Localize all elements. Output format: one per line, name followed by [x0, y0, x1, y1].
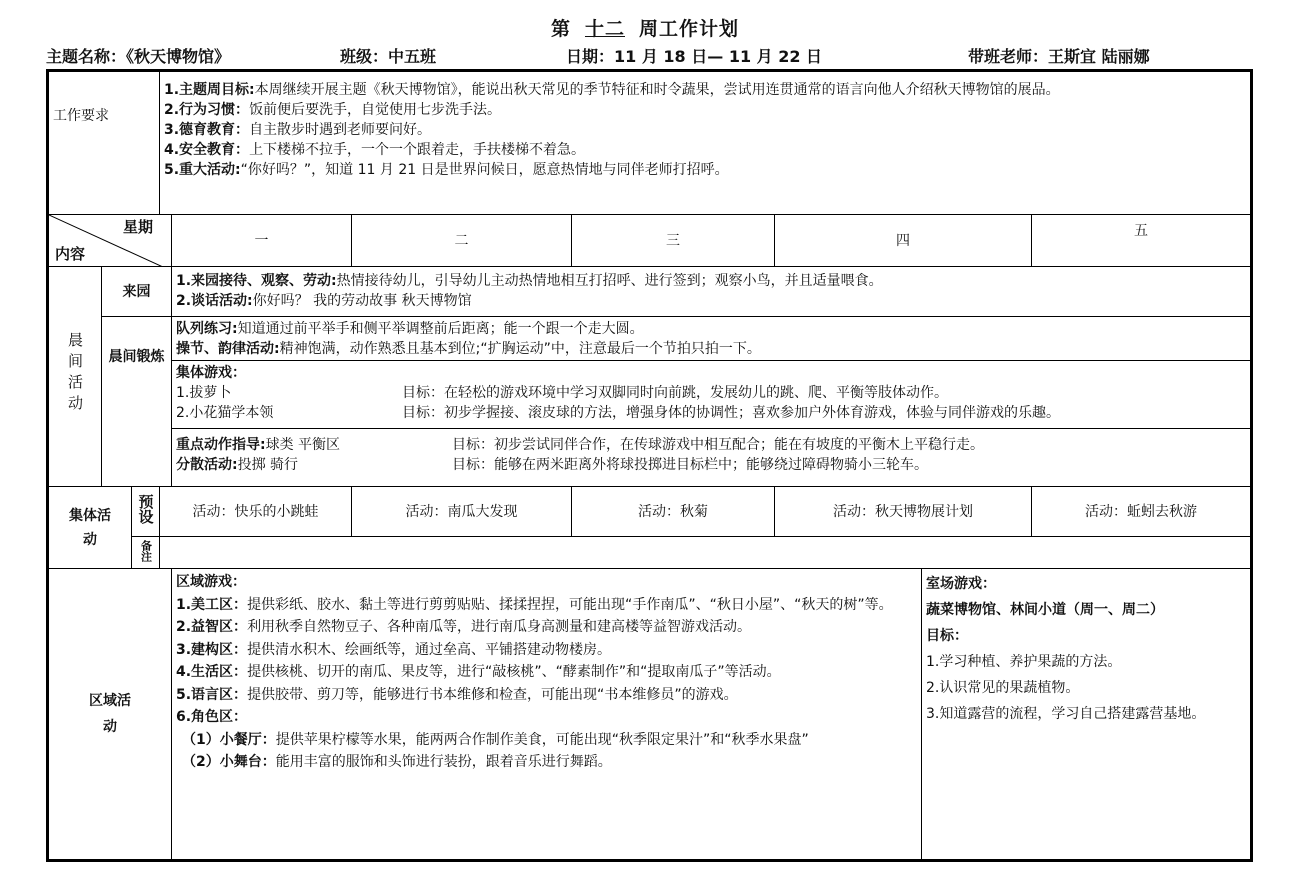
day-mon: 一 — [172, 215, 352, 267]
activity-wed: 活动：秋菊 — [572, 487, 775, 537]
activity-tue: 活动：南瓜大发现 — [352, 487, 572, 537]
activity-mon: 活动：快乐的小跳蛙 — [160, 487, 352, 537]
requirement-item: 2.行为习惯：饭前便后要洗手，自觉使用七步洗手法。 — [164, 102, 502, 118]
title-prefix: 第 — [550, 18, 571, 40]
drill-item: 操节、韵律活动:精神饱满，动作熟悉且基本到位;“扩胸运动”中，注意最后一个节拍只拍一下。 — [176, 341, 761, 357]
guidance-row — [48, 429, 1252, 487]
area-item: 1.美工区：提供彩纸、胶水、黏土等进行剪剪贴贴、揉揉捏捏，可能出现“手作南瓜”、“秋日小屋”、“秋天的树”等。 — [176, 596, 893, 613]
arrival-label: 来园 — [102, 267, 172, 317]
day-tue: 二 — [352, 215, 572, 267]
notes-content — [160, 537, 1252, 569]
area-item: （1）小餐厅：提供苹果柠檬等水果，能两两合作制作美食，可能出现“秋季限定果汁”和“秋季水果盘” — [182, 731, 809, 748]
class-name: 班级：中五班 — [340, 47, 437, 66]
area-activity-row — [48, 569, 1252, 861]
venue-games-heading: 室场游戏： — [926, 576, 996, 592]
activity-fri: 活动：蚯蚓去秋游 — [1032, 487, 1252, 537]
drill-item: 队列练习:知道通过前平举手和侧平举调整前后距离；能一个跟一个走大圆。 — [176, 321, 644, 337]
week-number: 十二 — [584, 18, 625, 40]
guidance-content — [172, 429, 1252, 487]
venue-games-content — [922, 569, 1252, 861]
day-wed: 三 — [572, 215, 775, 267]
area-item: 5.语言区：提供胶带、剪刀等，能够进行书本维修和检查，可能出现“书本维修员”的游戏。 — [176, 686, 738, 703]
day-fri: 五 — [1032, 215, 1252, 267]
drill-row — [48, 317, 1252, 361]
requirement-item: 5.重大活动:“你好吗？”，知道 11 月 21 日是世界问候日，愿意热情地与同伴老师打招呼。 — [164, 162, 729, 178]
day-thu: 四 — [775, 215, 1032, 267]
venue-goal-heading: 目标： — [926, 628, 968, 644]
teachers: 带班老师：王斯宜 陆丽娜 — [968, 47, 1150, 66]
area-item: 2.益智区：利用秋季自然物豆子、各种南瓜等，进行南瓜身高测量和建高楼等益智游戏活动。 — [176, 619, 752, 635]
arrival-row — [48, 267, 1252, 317]
guidance-item: 重点动作指导:球类 平衡区 目标：初步尝试同伴合作，在传球游戏中相互配合；能在有坡度的平衡木上平稳行走。 — [176, 437, 984, 453]
weekly-plan-table — [46, 69, 1253, 862]
area-item: 6.角色区： — [176, 709, 248, 725]
page-title — [0, 14, 1290, 41]
area-item: 4.生活区：提供核桃、切开的南瓜、果皮等，进行“敲核桃”、“酵素制作”和“提取南瓜子”等活动。 — [176, 664, 781, 680]
content-label: 内容 — [55, 245, 86, 263]
arrival-item: 2.谈话活动:你好吗？ 我的劳动故事 秋天博物馆 — [176, 293, 472, 309]
group-activity-label: 集体活动 — [48, 487, 132, 569]
area-item: 3.建构区：提供清水积木、绘画纸等，通过垒高、平铺搭建动物楼房。 — [176, 641, 612, 658]
drill-content — [172, 317, 1252, 361]
group-games-row — [48, 361, 1252, 429]
activity-thu: 活动：秋天博物展计划 — [775, 487, 1032, 537]
venue-goal-item: 2.认识常见的果蔬植物。 — [926, 680, 1080, 696]
weekday-label: 星期 — [122, 218, 153, 236]
requirements-content — [160, 71, 1252, 215]
area-activity-label: 区域活动 — [48, 569, 172, 861]
venue-goal-item: 1.学习种植、养护果蔬的方法。 — [926, 654, 1122, 670]
area-games-content — [172, 569, 922, 861]
weekday-content-header — [48, 215, 172, 267]
arrival-content — [172, 267, 1252, 317]
group-games-heading: 集体游戏： — [176, 365, 246, 381]
notes-label: 备注 — [132, 537, 160, 569]
title-suffix: 周工作计划 — [639, 18, 740, 40]
area-games-heading: 区域游戏： — [176, 574, 246, 590]
weekday-header-row — [48, 215, 1252, 267]
requirements-row — [48, 71, 1252, 215]
theme-name: 主题名称：《秋天博物馆》 — [46, 47, 231, 66]
requirement-item: 3.德育教育：自主散步时遇到老师要问好。 — [164, 122, 432, 138]
venue-goal-item: 3.知道露营的流程，学习自己搭建露营基地。 — [926, 706, 1206, 722]
preset-label: 预设 — [132, 487, 160, 537]
game-item: 1.拔萝卜 目标：在轻松的游戏环境中学习双脚同时向前跳，发展幼儿的跳、爬、平衡等肢体动作。 — [176, 385, 948, 401]
game-item: 2.小花猫学本领 目标：初步学握接、滚皮球的方法，增强身体的协调性；喜欢参加户外体育游戏，体验与同伴游戏的乐趣。 — [176, 405, 1060, 421]
notes-row — [48, 537, 1252, 569]
arrival-item: 1.来园接待、观察、劳动:热情接待幼儿，引导幼儿主动热情地相互打招呼、进行签到；观察小鸟，并且适量喂食。 — [176, 273, 883, 289]
requirements-label: 工作要求 — [48, 71, 160, 215]
group-activity-row — [48, 487, 1252, 537]
date-range: 日期：11 月 18 日— 11 月 22 日 — [566, 47, 823, 66]
morning-exercise-label: 晨间锻炼 — [102, 317, 172, 487]
requirement-item: 1.主题周目标:本周继续开展主题《秋天博物馆》，能说出秋天常见的季节特征和时令蔬果，尝试用连贯通常的语言向他人介绍秋天博物馆的展品。 — [164, 82, 1060, 98]
venue-games-subheading: 蔬菜博物馆、林间小道（周一、周二） — [926, 602, 1164, 618]
morning-activity-label: 晨间活动 — [48, 267, 102, 487]
group-games-content — [172, 361, 1252, 429]
area-item: （2）小舞台：能用丰富的服饰和头饰进行装扮，跟着音乐进行舞蹈。 — [182, 754, 612, 770]
guidance-item: 分散活动:投掷 骑行 目标：能够在两米距离外将球投掷进目标栏中；能够绕过障碍物骑小三轮车。 — [176, 457, 928, 473]
requirement-item: 4.安全教育：上下楼梯不拉手，一个一个跟着走，手扶楼梯不着急。 — [164, 142, 586, 158]
